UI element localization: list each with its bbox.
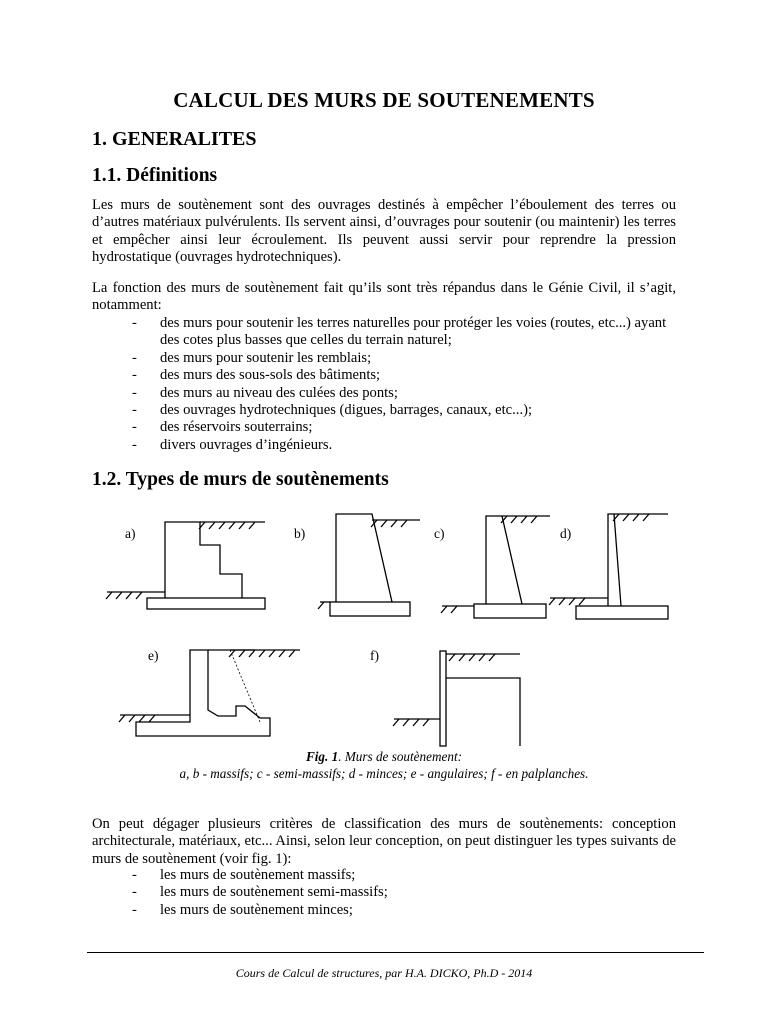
figure-caption-title: . Murs de soutènement: (338, 749, 463, 764)
list-dash: - (132, 384, 137, 401)
page-footer: Cours de Calcul de structures, par H.A. DICKO, Ph.D - 2014 (235, 966, 533, 980)
paragraph-fonction: La fonction des murs de soutènement fait qu’ils sont très répandus dans le Génie Civil, il s’agit, notamment: (92, 280, 676, 314)
list-item-text: les murs de soutènement minces; (160, 901, 353, 918)
wall-diagram-a (106, 522, 265, 609)
list-item-text: divers ouvrages d’ingénieurs. (160, 436, 333, 453)
list-item (92, 902, 676, 919)
figure-caption (0, 749, 768, 765)
list-dash: - (132, 901, 137, 918)
list-dash: - (132, 867, 137, 883)
figure-caption-label: Fig. 1 (305, 749, 339, 764)
list-item-text: des murs pour soutenir les remblais; (160, 349, 372, 366)
wall-diagram-d (549, 514, 668, 619)
list-item-text: les murs de soutènement massifs; (160, 867, 356, 883)
list-item-text: des murs des sous-sols des bâtiments; (160, 367, 381, 384)
wall-diagram-b (294, 514, 420, 616)
section-heading-types: 1.2. Types de murs de soutènements (92, 469, 389, 490)
list-dash: - (132, 436, 137, 453)
uses-list (92, 315, 676, 454)
figure-label-c: c) (434, 526, 445, 541)
list-item (92, 437, 676, 454)
list-dash: - (132, 419, 137, 436)
list-item (92, 402, 676, 419)
list-item-text: des réservoirs souterrains; (160, 419, 313, 436)
figure-label-e: e) (148, 648, 159, 663)
list-item-text: les murs de soutènement semi-massifs; (160, 884, 388, 901)
wall-diagram-c (434, 516, 550, 618)
wall-diagram-e (119, 648, 300, 736)
list-item (92, 385, 676, 402)
figure-label-d: d) (560, 526, 572, 541)
list-item (92, 867, 676, 884)
list-dash: - (132, 367, 137, 384)
section-heading-definitions: 1.1. Définitions (92, 165, 218, 186)
retaining-walls-figure (90, 500, 690, 750)
paragraph-definitions: Les murs de soutènement sont des ouvrages destinés à empêcher l’éboulement des terres ou d’autres matériaux pulvérulents. Ils servent ainsi, d’ouvrages pour soutenir (ou maintenir) les terres et empêcher ainsi leur écroulement. Ils peuvent aussi servir pour reprendre la pression hydrostatique (ouvrages hydrotechniques). (92, 197, 676, 266)
section-heading-generalites: 1. GENERALITES (92, 128, 257, 150)
list-item-text: des murs pour soutenir les terres naturelles pour protéger les voies (routes, etc...) ayant des cotes plus basses que celles du terrain naturel; (160, 315, 667, 349)
list-dash: - (132, 884, 137, 901)
list-item (92, 315, 676, 350)
list-item (92, 367, 676, 384)
list-dash: - (132, 402, 137, 419)
list-item (92, 884, 676, 901)
figure-label-f: f) (370, 648, 379, 663)
types-list (92, 867, 676, 919)
list-item-text: des murs au niveau des culées des ponts; (160, 384, 398, 401)
list-item (92, 350, 676, 367)
list-item (92, 419, 676, 436)
list-dash: - (132, 349, 137, 366)
document-title: CALCUL DES MURS DE SOUTENEMENTS (173, 88, 595, 112)
paragraph-classification: On peut dégager plusieurs critères de classification des murs de soutènements: conception architecturale, matériaux, etc... Ainsi, selon leur conception, on peut distinguer les types suivants de murs de soutènement (voir fig. 1): (92, 816, 676, 867)
footer-rule (87, 952, 704, 953)
wall-diagram-f (370, 648, 520, 746)
figure-label-b: b) (294, 526, 306, 541)
figure-caption-legend: a, b - massifs; c - semi-massifs; d - minces; e - angulaires; f - en palplanches. (179, 766, 589, 781)
list-item-text: des ouvrages hydrotechniques (digues, barrages, canaux, etc...); (160, 402, 533, 419)
list-dash: - (132, 315, 137, 331)
figure-label-a: a) (125, 526, 136, 541)
